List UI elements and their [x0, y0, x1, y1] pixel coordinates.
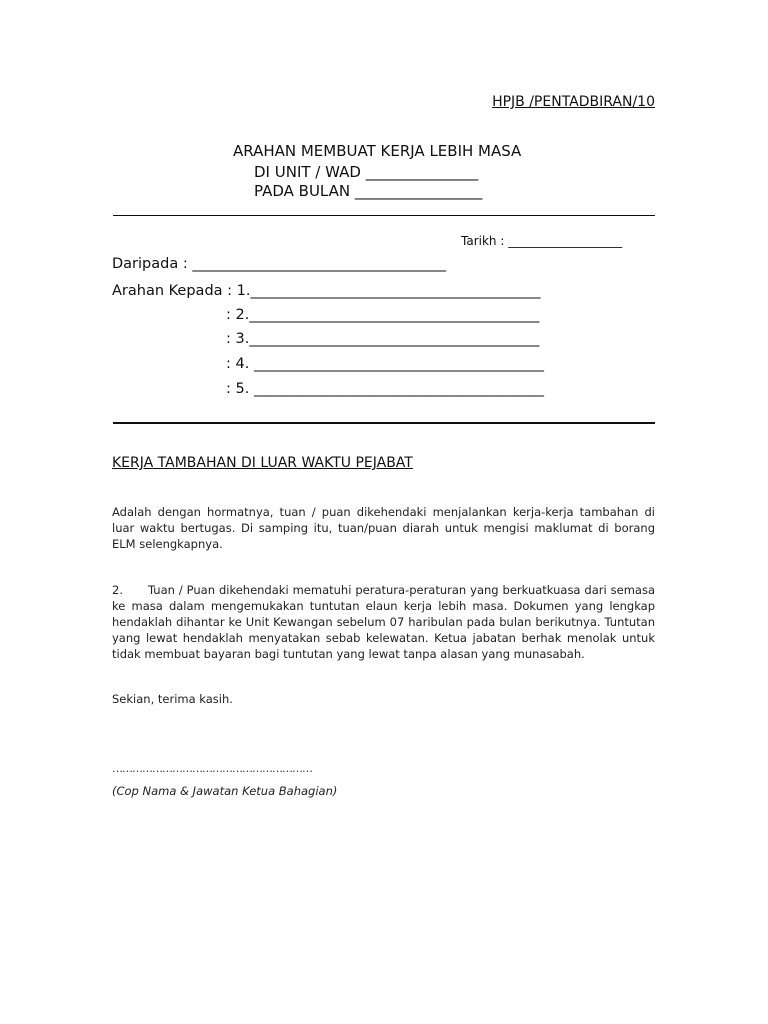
paragraph-2: [112, 582, 655, 662]
arahan-kepada-field-1: Arahan Kepada : 1.________________________________________: [112, 283, 541, 299]
title-bulan-line: PADA BULAN _________________: [254, 182, 483, 200]
paragraph-2-text: Tuan / Puan dikehendaki mematuhi peratura-peraturan yang berkuatkuasa dari semasa ke masa dalam mengemukakan tuntutan elaun kerja lebih masa. Dokumen yang lengkap hendaklah dihantar ke Unit Kewangan sebelum 07 haribulan pada bulan berikutnya. Tuntutan yang lewat hendaklah menyatakan sebab kelewatan. Ketua jabatan berhak menolak untuk tidak membuat bayaran bagi tuntutan yang lewat tanpa alasan yang munasabah.: [112, 583, 655, 661]
cop-caption: (Cop Nama & Jawatan Ketua Bahagian): [112, 784, 338, 798]
title-unit-wad-line: DI UNIT / WAD _______________: [254, 163, 479, 181]
signature-line: ……………………………………………………: [112, 762, 312, 775]
reference-number: HPJB /PENTADBIRAN/10: [492, 94, 655, 110]
arahan-kepada-field-2: : 2.________________________________________: [226, 307, 540, 323]
arahan-kepada-field-4: : 4. ________________________________________: [226, 356, 544, 372]
daripada-field: Daripada : ___________________________________: [112, 256, 447, 272]
document-title: ARAHAN MEMBUAT KERJA LEBIH MASA: [233, 142, 522, 160]
arahan-kepada-field-5: : 5. ________________________________________: [226, 381, 544, 397]
divider-bottom: [113, 422, 655, 424]
divider-top: [113, 215, 655, 216]
tarikh-field: Tarikh : ___________________: [461, 234, 623, 248]
arahan-kepada-field-3: : 3.________________________________________: [226, 331, 540, 347]
section-heading: KERJA TAMBAHAN DI LUAR WAKTU PEJABAT: [112, 455, 413, 471]
paragraph-2-number: 2.: [112, 583, 123, 597]
paragraph-1: Adalah dengan hormatnya, tuan / puan dikehendaki menjalankan kerja-kerja tambahan di luar waktu bertugas. Di samping itu, tuan/puan diarah untuk mengisi maklumat di borang ELM selengkapnya.: [112, 505, 655, 551]
closing-text: Sekian, terima kasih.: [112, 692, 233, 706]
